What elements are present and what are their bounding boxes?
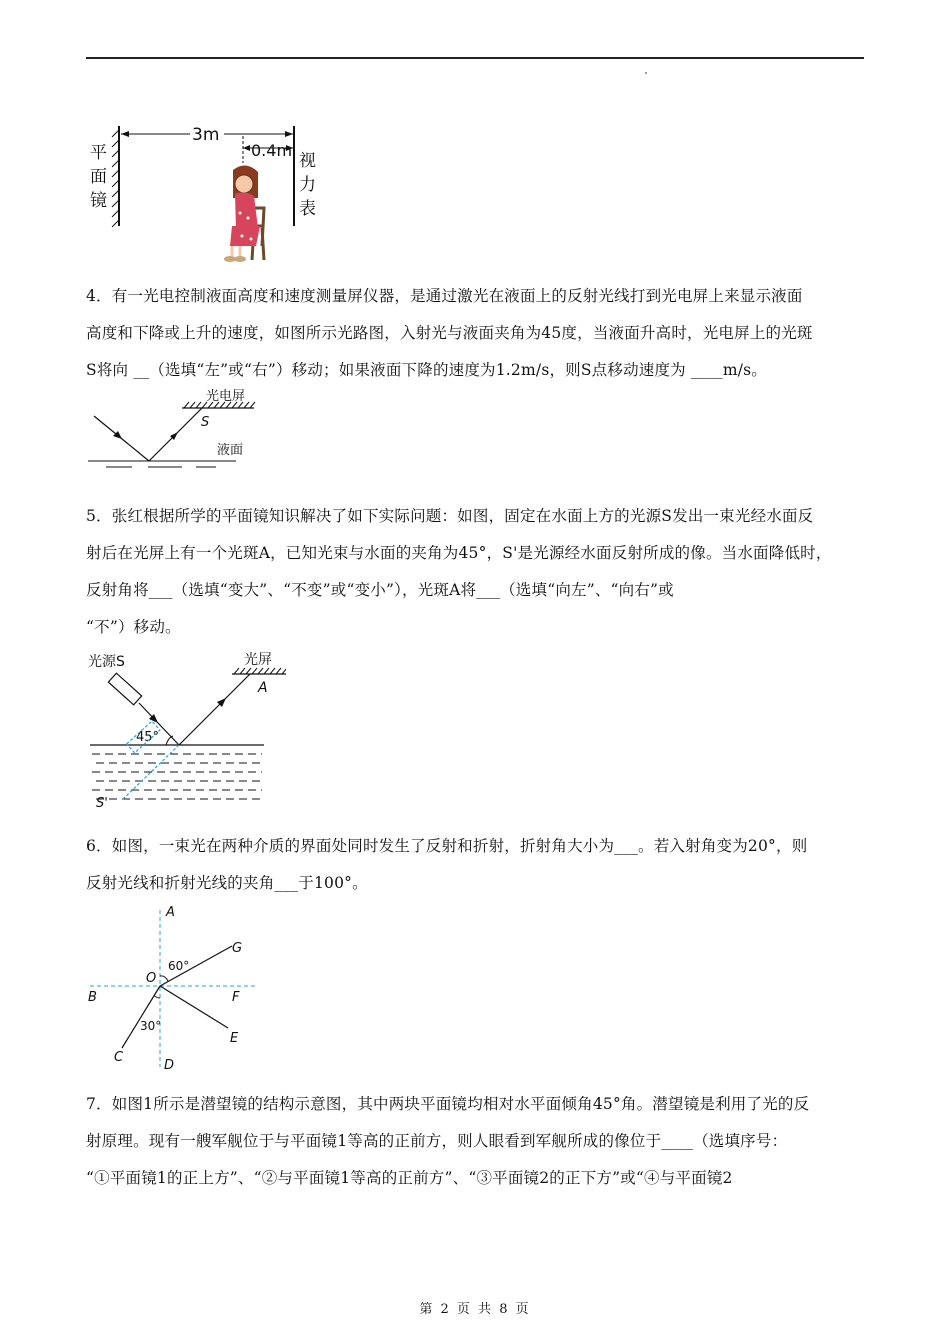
- q6-label-d: D: [164, 1058, 175, 1072]
- q4-line-2: 高度和下降或上升的速度，如图所示光路图，入射光与液面夹角为45度，当液面升高时，光电屏上的光斑: [86, 324, 813, 342]
- q6-line-2: 反射光线和折射光线的夹角___于100°。: [86, 874, 368, 892]
- q4-liquid-label: 液面: [217, 443, 244, 458]
- q4-line-1: 4．有一光电控制液面高度和速度测量屏仪器，是通过激光在液面上的反射光线打到光电屏上来显示液面: [86, 287, 803, 305]
- mirror-label-2: 面: [90, 167, 107, 187]
- q6-line-1: 6．如图，一束光在两种介质的界面处同时发生了反射和折射，折射角大小为___。若入射角变为20°，则: [86, 837, 808, 855]
- q5-line-4: “不”）移动。: [86, 618, 181, 636]
- q6-ray-oe: [160, 986, 228, 1028]
- dist-04m-label: 0.4m: [251, 141, 293, 160]
- q5-line-1: 5．张红根据所学的平面镜知识解决了如下实际问题：如图，固定在水面上方的光源S发出一束光经水面反: [86, 507, 814, 525]
- laser-source: [108, 673, 141, 705]
- header-rule: [86, 57, 864, 59]
- q4-screen-label: 光电屏: [206, 389, 246, 404]
- q5-angle-label: 45°: [136, 730, 160, 745]
- q5-reflected-ray: [179, 674, 250, 745]
- q6-label-c: C: [114, 1050, 124, 1065]
- q6-label-angle-30: 30°: [140, 1019, 162, 1033]
- page-footer: 第 2 页 共 8 页: [419, 1302, 531, 1317]
- chart-label-3: 表: [299, 199, 316, 219]
- q7-line-1: 7．如图1所示是潜望镜的结构示意图，其中两块平面镜均相对水平面倾角45°角。潜望镜是利用了光的反: [86, 1095, 810, 1113]
- figure-q4-light-path: [86, 388, 266, 470]
- figure-q6-refraction: [86, 902, 266, 1072]
- q5-line-3: 反射角将___（选填“变大”、“不变”或“变小”），光斑A将___（选填“向左”、“向右”或: [86, 581, 674, 599]
- plane-mirror: [112, 126, 119, 227]
- q6-label-e: E: [230, 1031, 239, 1046]
- girl-on-chair-illustration: [224, 165, 264, 262]
- q6-label-f: F: [232, 990, 240, 1005]
- q6-label-o: O: [146, 971, 157, 986]
- figure-eye-test: [86, 118, 326, 268]
- q5-spot-label: A: [258, 680, 268, 696]
- q6-label-a: A: [166, 905, 175, 920]
- q6-label-angle-60: 60°: [168, 959, 190, 973]
- chart-label-2: 力: [299, 175, 316, 195]
- q5-screen-label: 光屏: [244, 652, 272, 668]
- figure-q5-water-reflection: [86, 648, 286, 808]
- q7-line-3: “①平面镜1的正上方”、“②与平面镜1等高的正前方”、“③平面镜2的正下方”或“④与平面镜2: [86, 1169, 733, 1187]
- q4-spot-label: S: [201, 415, 210, 430]
- q6-label-g: G: [232, 941, 243, 956]
- q6-label-b: B: [88, 990, 97, 1005]
- q5-image-label: S': [96, 796, 108, 808]
- dist-3m-label: 3m: [192, 125, 220, 145]
- question-6: [86, 828, 866, 902]
- question-4: [86, 278, 866, 389]
- scan-dot: [645, 72, 647, 74]
- question-5: [86, 498, 866, 646]
- question-7: [86, 1086, 866, 1197]
- q5-source-label: 光源S: [88, 654, 125, 670]
- q7-line-2: 射原理。现有一艘军舰位于与平面镜1等高的正前方，则人眼看到军舰所成的像位于____（选填序号：: [86, 1132, 788, 1150]
- mirror-label-3: 镜: [90, 191, 107, 211]
- chart-label-1: 视: [299, 151, 316, 171]
- q5-line-2: 射后在光屏上有一个光斑A，已知光束与水面的夹角为45°，S'是光源经水面反射所成的像。当水面降低时，: [86, 544, 832, 562]
- q4-line-3: S将向 __（选填“左”或“右”）移动；如果液面下降的速度为1.2m/s，则S点移动速度为 ____m/s。: [86, 361, 767, 379]
- mirror-label-1: 平: [90, 143, 107, 163]
